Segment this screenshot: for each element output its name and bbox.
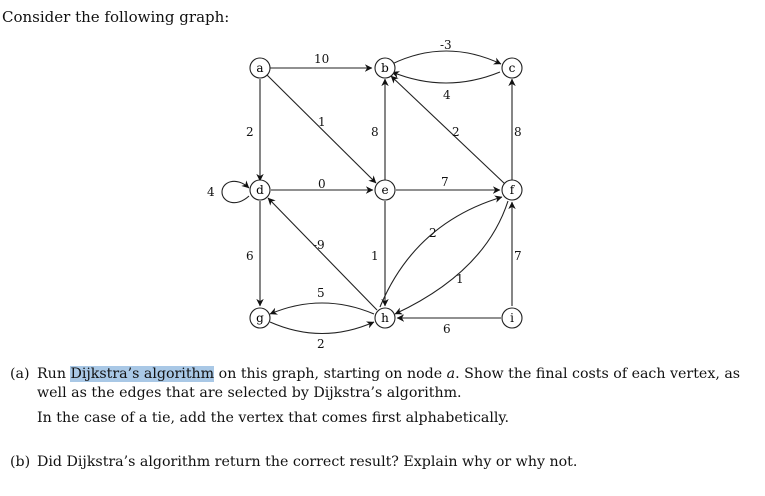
svg-text:i: i xyxy=(510,311,514,325)
weight-d-e: 0 xyxy=(318,177,326,191)
node-g xyxy=(250,308,270,328)
question-a-label: (a) xyxy=(10,366,30,382)
weight-h-d: -9 xyxy=(313,238,325,252)
svg-text:h: h xyxy=(381,311,389,325)
node-e xyxy=(375,180,395,200)
node-f xyxy=(502,180,522,200)
weight-a-e: 1 xyxy=(318,115,326,129)
node-h xyxy=(375,308,395,328)
weight-b-c: -3 xyxy=(440,38,452,52)
question-a xyxy=(10,365,760,425)
node-variable: a xyxy=(446,366,456,382)
question-a-text xyxy=(37,365,757,403)
weight-d-d: 4 xyxy=(207,185,215,199)
weight-f-c: 8 xyxy=(514,125,522,139)
weight-g-h: 2 xyxy=(317,337,325,350)
question-b xyxy=(10,453,760,473)
weight-i-f: 7 xyxy=(514,249,522,263)
weight-e-f: 7 xyxy=(441,175,449,189)
weight-c-b: 4 xyxy=(443,88,451,102)
weight-e-h: 1 xyxy=(371,249,379,263)
weight-i-h: 6 xyxy=(443,322,451,336)
edge-c-b xyxy=(392,72,500,83)
svg-text:d: d xyxy=(256,183,264,197)
weight-h-f: 2 xyxy=(429,226,437,240)
question-b-label: (b) xyxy=(10,454,31,470)
question-a-mid: on this graph, starting on node xyxy=(214,366,447,382)
weight-f-b: 2 xyxy=(452,125,460,139)
intro-text: Consider the following graph: xyxy=(2,8,230,26)
svg-text:b: b xyxy=(381,61,389,75)
node-c xyxy=(502,58,522,78)
svg-text:e: e xyxy=(381,183,389,197)
weight-a-d: 2 xyxy=(246,125,254,139)
edge-g-h xyxy=(270,322,374,334)
edge-d-d-self-loop xyxy=(222,181,249,202)
tie-rule-text: In the case of a tie, add the vertex that comes first alphabetically. xyxy=(37,410,510,426)
svg-text:g: g xyxy=(256,311,264,325)
highlighted-term[interactable]: Dijkstra’s algorithm xyxy=(70,366,215,382)
node-b xyxy=(375,58,395,78)
svg-text:f: f xyxy=(509,183,515,197)
weight-d-g: 6 xyxy=(246,249,254,263)
node-i xyxy=(502,308,522,328)
weight-a-b: 10 xyxy=(314,52,330,66)
node-d xyxy=(250,180,270,200)
question-a-pre: Run xyxy=(37,366,71,382)
edge-a-e xyxy=(267,75,376,183)
svg-text:c: c xyxy=(508,61,516,75)
edge-f-h xyxy=(395,201,508,314)
edge-h-g xyxy=(270,303,374,314)
question-a-post: . Show the final costs of each vertex, as well as the edges that are selected by Dijkstra’s algorithm. xyxy=(37,366,741,401)
node-a xyxy=(250,58,270,78)
svg-text:a: a xyxy=(256,61,264,75)
weight-e-b: 8 xyxy=(371,125,379,139)
edge-b-c xyxy=(392,51,501,64)
weight-h-g: 5 xyxy=(317,286,325,300)
weight-f-h: 1 xyxy=(456,272,464,286)
question-b-text: Did Dijkstra’s algorithm return the correct result? Explain why or why not. xyxy=(37,454,578,470)
edge-h-f xyxy=(380,197,502,307)
